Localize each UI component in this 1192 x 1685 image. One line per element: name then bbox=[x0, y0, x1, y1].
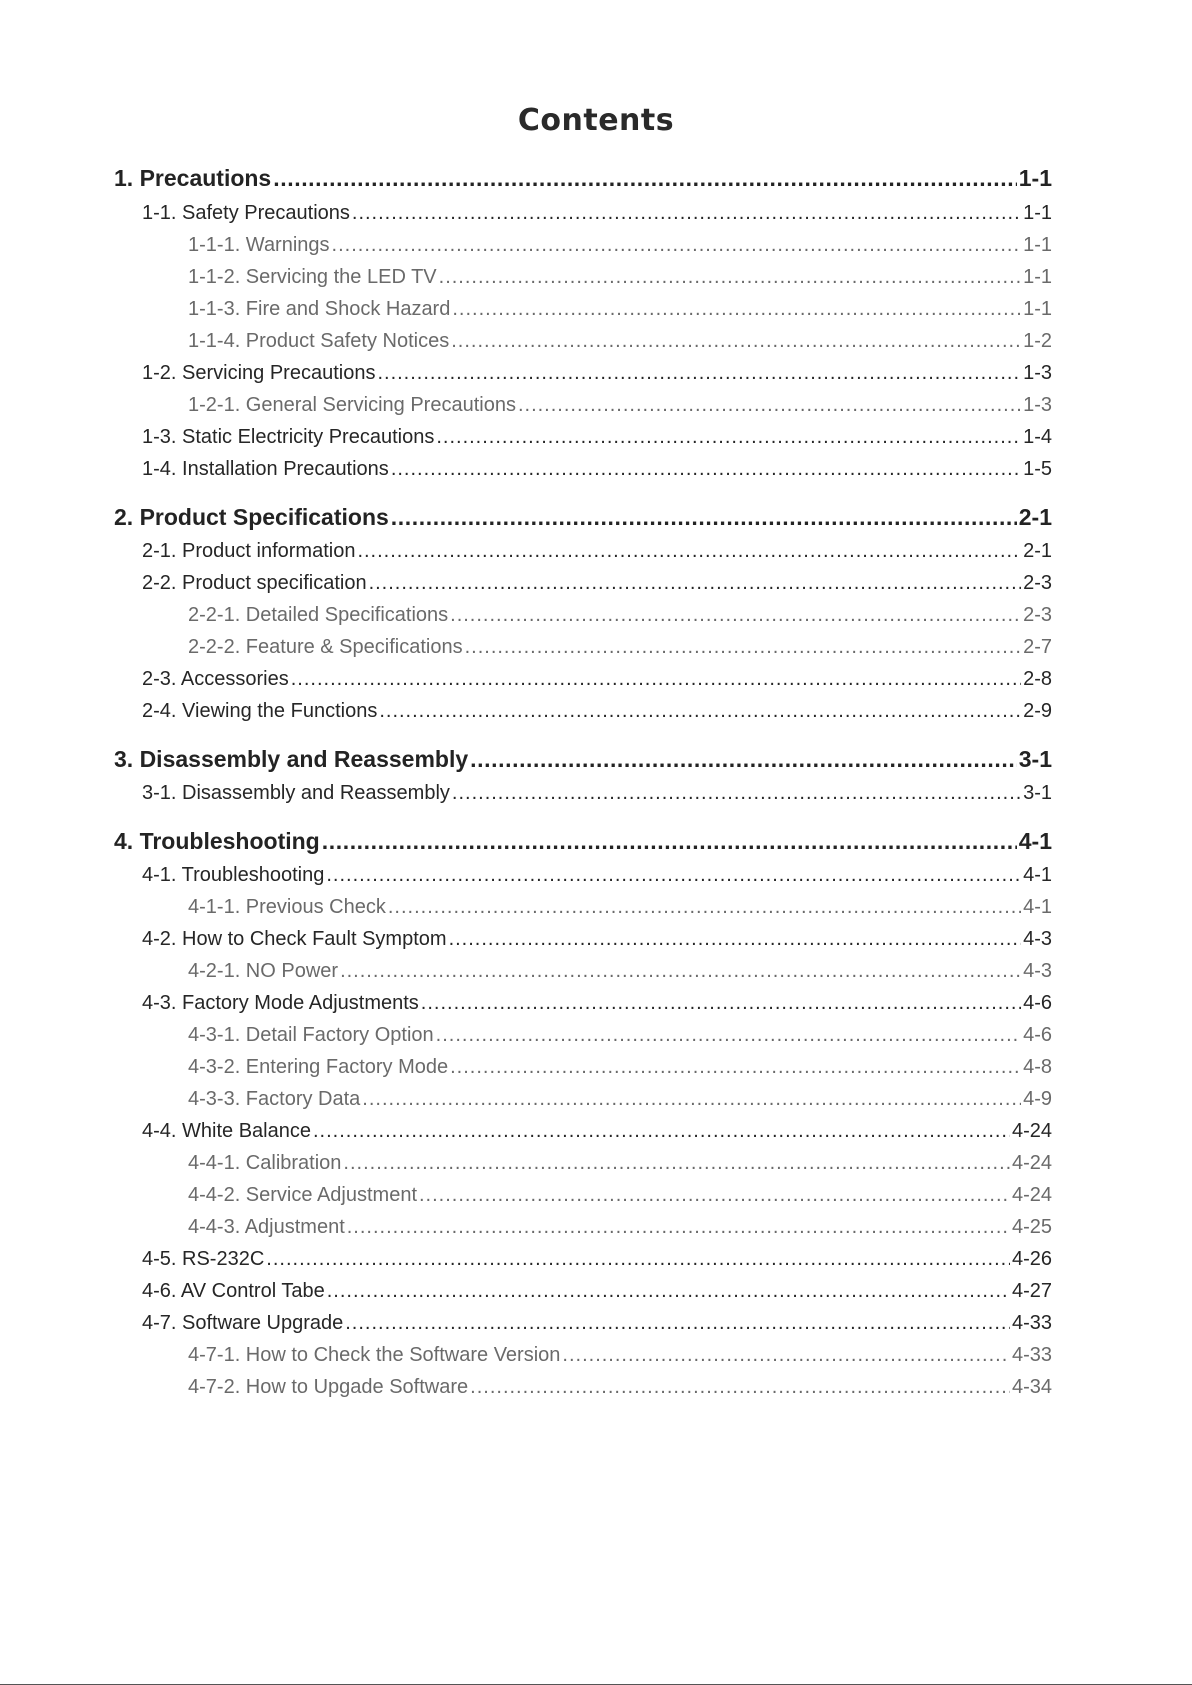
toc-entry-label: 4-1. Troubleshooting bbox=[142, 864, 325, 886]
toc-chapter-entry[interactable] bbox=[114, 504, 1052, 531]
toc-dot-leader bbox=[377, 362, 1021, 385]
toc-page-number: 2-3 bbox=[1023, 572, 1052, 594]
toc-page-number: 2-8 bbox=[1023, 668, 1052, 690]
toc-page-number: 3-1 bbox=[1023, 782, 1052, 804]
toc-page-number: 1-2 bbox=[1023, 330, 1052, 352]
toc-page-number: 4-9 bbox=[1023, 1088, 1052, 1110]
toc-entry-label: 3. Disassembly and Reassembly bbox=[114, 746, 469, 772]
toc-subsection-entry[interactable] bbox=[188, 394, 1052, 417]
toc-entry-label: 4-2-1. NO Power bbox=[188, 960, 339, 982]
toc-entry-label: 4-3. Factory Mode Adjustments bbox=[142, 992, 419, 1014]
toc-dot-leader bbox=[450, 1056, 1021, 1079]
toc-entry-label: 4-4-2. Service Adjustment bbox=[188, 1184, 417, 1206]
toc-dot-leader bbox=[352, 202, 1021, 225]
toc-page-number: 4-1 bbox=[1023, 864, 1052, 886]
toc-section-entry[interactable] bbox=[142, 1280, 1052, 1303]
toc-page-number: 1-1 bbox=[1023, 298, 1052, 320]
toc-dot-leader bbox=[379, 700, 1021, 723]
toc-section-entry[interactable] bbox=[142, 782, 1052, 805]
toc-dot-leader bbox=[470, 746, 1017, 773]
toc-section-entry[interactable] bbox=[142, 864, 1052, 887]
toc-page-number: 4-3 bbox=[1023, 928, 1052, 950]
toc-page-number: 4-34 bbox=[1011, 1376, 1052, 1398]
toc-entry-label: 1-2. Servicing Precautions bbox=[142, 362, 376, 384]
toc-subsection-entry[interactable] bbox=[188, 1024, 1052, 1047]
toc-section-entry[interactable] bbox=[142, 202, 1052, 225]
toc-subsection-entry[interactable] bbox=[188, 234, 1052, 257]
toc-section-entry[interactable] bbox=[142, 1312, 1052, 1335]
toc-page-number: 4-1 bbox=[1018, 828, 1052, 854]
toc-page-number: 1-1 bbox=[1018, 165, 1052, 191]
toc-dot-leader bbox=[266, 1248, 1010, 1271]
toc-entry-label: 1-1-1. Warnings bbox=[188, 234, 330, 256]
toc-dot-leader bbox=[326, 864, 1021, 887]
toc-dot-leader bbox=[291, 668, 1021, 691]
toc-page-number: 2-3 bbox=[1023, 604, 1052, 626]
toc-page-number: 4-6 bbox=[1023, 992, 1052, 1014]
toc-page-number: 4-33 bbox=[1011, 1312, 1052, 1334]
toc-entry-label: 4-3-2. Entering Factory Mode bbox=[188, 1056, 449, 1078]
toc-page-number: 1-3 bbox=[1023, 362, 1052, 384]
toc-page-number: 2-1 bbox=[1023, 540, 1052, 562]
toc-section-entry[interactable] bbox=[142, 1248, 1052, 1271]
toc-section-entry[interactable] bbox=[142, 540, 1052, 563]
toc-page-number: 1-3 bbox=[1023, 394, 1052, 416]
toc-entry-label: 3-1. Disassembly and Reassembly bbox=[142, 782, 450, 804]
toc-entry-label: 4-4. White Balance bbox=[142, 1120, 311, 1142]
toc-subsection-entry[interactable] bbox=[188, 1344, 1052, 1367]
toc-dot-leader bbox=[322, 828, 1017, 855]
toc-dot-leader bbox=[470, 1376, 1010, 1399]
toc-dot-leader bbox=[357, 540, 1021, 563]
toc-section-entry[interactable] bbox=[142, 992, 1052, 1015]
toc-entry-label: 2. Product Specifications bbox=[114, 504, 389, 530]
toc-entry-label: 4. Troubleshooting bbox=[114, 828, 320, 854]
toc-page-number: 4-8 bbox=[1023, 1056, 1052, 1078]
toc-dot-leader bbox=[313, 1120, 1010, 1143]
toc-entry-label: 1-4. Installation Precautions bbox=[142, 458, 389, 480]
toc-subsection-entry[interactable] bbox=[188, 896, 1052, 919]
toc-page-number: 2-9 bbox=[1023, 700, 1052, 722]
toc-page-number: 2-1 bbox=[1018, 504, 1052, 530]
toc-subsection-entry[interactable] bbox=[188, 1152, 1052, 1175]
toc-section-entry[interactable] bbox=[142, 1120, 1052, 1143]
toc-dot-leader bbox=[343, 1152, 1010, 1175]
toc-dot-leader bbox=[332, 234, 1022, 257]
toc-entry-label: 4-3-3. Factory Data bbox=[188, 1088, 361, 1110]
toc-entry-label: 1-2-1. General Servicing Precautions bbox=[188, 394, 516, 416]
toc-dot-leader bbox=[345, 1312, 1010, 1335]
toc-chapter-entry[interactable] bbox=[114, 746, 1052, 773]
toc-page-number: 4-3 bbox=[1023, 960, 1052, 982]
toc-page-number: 1-4 bbox=[1023, 426, 1052, 448]
toc-dot-leader bbox=[340, 960, 1021, 983]
toc-page-number: 4-27 bbox=[1011, 1280, 1052, 1302]
toc-dot-leader bbox=[465, 636, 1022, 659]
toc-page-number: 2-7 bbox=[1023, 636, 1052, 658]
toc-dot-leader bbox=[347, 1216, 1010, 1239]
toc-dot-leader bbox=[388, 896, 1021, 919]
toc-page-number: 4-25 bbox=[1011, 1216, 1052, 1238]
toc-dot-leader bbox=[273, 165, 1017, 192]
toc-page-number: 1-1 bbox=[1023, 202, 1052, 224]
toc-entry-label: 2-2. Product specification bbox=[142, 572, 367, 594]
toc-entry-label: 4-2. How to Check Fault Symptom bbox=[142, 928, 447, 950]
toc-dot-leader bbox=[452, 298, 1021, 321]
toc-entry-label: 4-7-1. How to Check the Software Version bbox=[188, 1344, 561, 1366]
toc-section-entry[interactable] bbox=[142, 700, 1052, 723]
toc-entry-label: 2-4. Viewing the Functions bbox=[142, 700, 378, 722]
toc-chapter-entry[interactable] bbox=[114, 165, 1052, 192]
toc-page-number: 3-1 bbox=[1018, 746, 1052, 772]
toc-dot-leader bbox=[436, 1024, 1021, 1047]
toc-chapter-entry[interactable] bbox=[114, 828, 1052, 855]
toc-section-entry[interactable] bbox=[142, 572, 1052, 595]
toc-entry-label: 2-2-2. Feature & Specifications bbox=[188, 636, 463, 658]
toc-entry-label: 1-3. Static Electricity Precautions bbox=[142, 426, 435, 448]
toc-entry-label: 2-3. Accessories bbox=[142, 668, 289, 690]
toc-subsection-entry[interactable] bbox=[188, 960, 1052, 983]
toc-subsection-entry[interactable] bbox=[188, 1184, 1052, 1207]
toc-entry-label: 4-6. AV Control Tabe bbox=[142, 1280, 325, 1302]
toc-dot-leader bbox=[452, 782, 1021, 805]
toc-subsection-entry[interactable] bbox=[188, 298, 1052, 321]
toc-page-number: 4-26 bbox=[1011, 1248, 1052, 1270]
toc-entry-label: 1-1-2. Servicing the LED TV bbox=[188, 266, 437, 288]
toc-section-entry[interactable] bbox=[142, 426, 1052, 449]
toc-dot-leader bbox=[362, 1088, 1021, 1111]
toc-page-number: 4-24 bbox=[1011, 1120, 1052, 1142]
toc-dot-leader bbox=[369, 572, 1022, 595]
toc-subsection-entry[interactable] bbox=[188, 1376, 1052, 1399]
toc-dot-leader bbox=[419, 1184, 1010, 1207]
toc-dot-leader bbox=[518, 394, 1021, 417]
toc-entry-label: 1-1-4. Product Safety Notices bbox=[188, 330, 450, 352]
toc-page-number: 4-24 bbox=[1011, 1152, 1052, 1174]
toc-entry-label: 4-7. Software Upgrade bbox=[142, 1312, 344, 1334]
toc-subsection-entry[interactable] bbox=[188, 1088, 1052, 1111]
toc-page-number: 1-1 bbox=[1023, 266, 1052, 288]
toc-subsection-entry[interactable] bbox=[188, 266, 1052, 289]
toc-subsection-entry[interactable] bbox=[188, 330, 1052, 353]
toc-entry-label: 2-1. Product information bbox=[142, 540, 356, 562]
toc-entry-label: 1-1-3. Fire and Shock Hazard bbox=[188, 298, 451, 320]
toc-subsection-entry[interactable] bbox=[188, 1056, 1052, 1079]
page-title: Contents bbox=[517, 103, 675, 138]
toc-entry-label: 4-5. RS-232C bbox=[142, 1248, 265, 1270]
toc-entry-label: 2-2-1. Detailed Specifications bbox=[188, 604, 449, 626]
toc-page-number: 4-1 bbox=[1023, 896, 1052, 918]
toc-subsection-entry[interactable] bbox=[188, 604, 1052, 627]
toc-subsection-entry[interactable] bbox=[188, 636, 1052, 659]
toc-page-number: 1-1 bbox=[1023, 234, 1052, 256]
toc-entry-label: 1-1. Safety Precautions bbox=[142, 202, 350, 224]
toc-page-number: 4-24 bbox=[1011, 1184, 1052, 1206]
toc-subsection-entry[interactable] bbox=[188, 1216, 1052, 1239]
toc-page-number: 4-33 bbox=[1011, 1344, 1052, 1366]
toc-entry-label: 4-4-1. Calibration bbox=[188, 1152, 342, 1174]
toc-entry-label: 4-7-2. How to Upgade Software bbox=[188, 1376, 469, 1398]
toc-dot-leader bbox=[391, 458, 1021, 481]
toc-dot-leader bbox=[562, 1344, 1010, 1367]
toc-entry-label: 4-4-3. Adjustment bbox=[188, 1216, 345, 1238]
toc-section-entry[interactable] bbox=[142, 928, 1052, 951]
toc-section-entry[interactable] bbox=[142, 668, 1052, 691]
toc-entry-label: 1. Precautions bbox=[114, 165, 272, 191]
toc-dot-leader bbox=[449, 928, 1022, 951]
toc-page-number: 1-5 bbox=[1023, 458, 1052, 480]
toc-section-entry[interactable] bbox=[142, 362, 1052, 385]
toc-page-number: 4-6 bbox=[1023, 1024, 1052, 1046]
toc-dot-leader bbox=[421, 992, 1021, 1015]
toc-dot-leader bbox=[451, 330, 1021, 353]
toc-dot-leader bbox=[439, 266, 1021, 289]
toc-section-entry[interactable] bbox=[142, 458, 1052, 481]
toc-entry-label: 4-3-1. Detail Factory Option bbox=[188, 1024, 434, 1046]
toc-dot-leader bbox=[391, 504, 1017, 531]
toc-dot-leader bbox=[436, 426, 1021, 449]
toc-dot-leader bbox=[327, 1280, 1010, 1303]
toc-entry-label: 4-1-1. Previous Check bbox=[188, 896, 386, 918]
toc-dot-leader bbox=[450, 604, 1021, 627]
